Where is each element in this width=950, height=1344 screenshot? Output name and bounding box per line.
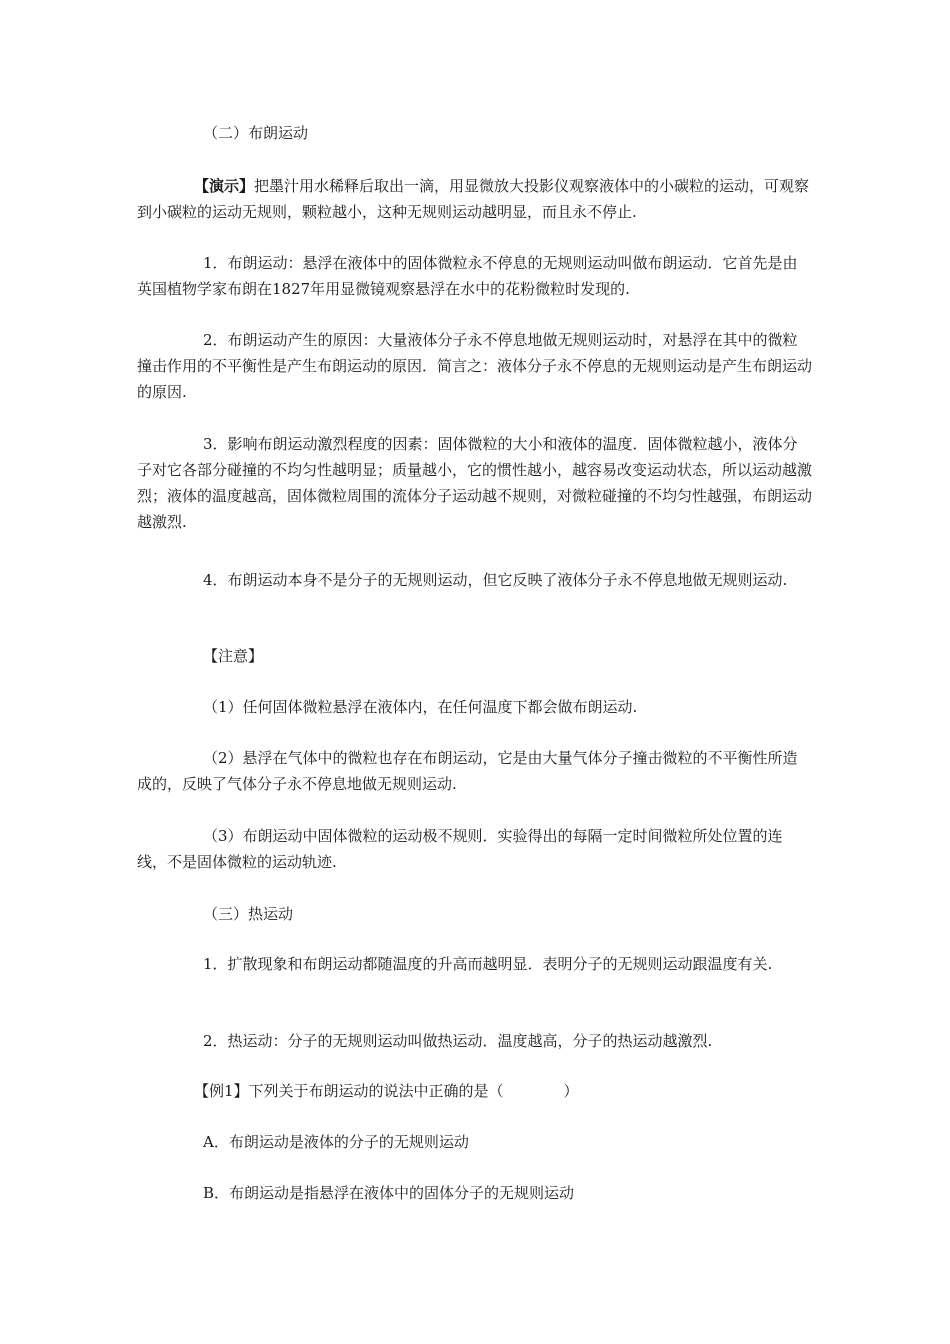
note-2: （2）悬浮在气体中的微粒也存在布朗运动，它是由大量气体分子撞击微粒的不平衡性所造成的，反映了气体分子永不停息地做无规则运动. xyxy=(137,749,798,793)
demo-label: 【演示】 xyxy=(194,177,255,195)
heat-point-1: 1．扩散现象和布朗运动都随温度的升高而越明显．表明分子的无规则运动跟温度有关. xyxy=(203,955,773,973)
example-label: 【例1】 xyxy=(194,1082,249,1100)
option-a: A．布朗运动是液体的分子的无规则运动 xyxy=(203,1133,469,1151)
note-label: 【注意】 xyxy=(203,647,264,665)
demo-text: 把墨汁用水稀释后取出一滴，用显微放大投影仪观察液体中的小碳粒的运动，可观察到小碳粒的运动无规则，颗粒越小，这种无规则运动越明显，而且永不停止. xyxy=(137,177,810,221)
option-b: B．布朗运动是指悬浮在液体中的固体分子的无规则运动 xyxy=(203,1184,575,1202)
heat-point-2: 2．热运动：分子的无规则运动叫做热运动．温度越高，分子的热运动越激烈. xyxy=(203,1032,713,1050)
section-heading-brownian: （二）布朗运动 xyxy=(203,124,309,142)
point-2: 2．布朗运动产生的原因：大量液体分子永不停息地做无规则运动时，对悬浮在其中的微粒撞击作用的不平衡性是产生布朗运动的原因．简言之：液体分子永不停息的无规则运动是产生布朗运动的原因. xyxy=(137,331,813,401)
point-1: 1．布朗运动：悬浮在液体中的固体微粒永不停息的无规则运动叫做布朗运动．它首先是由英国植物学家布朗在1827年用显微镜观察悬浮在水中的花粉微粒时发现的. xyxy=(137,254,798,298)
section-heading-heat: （三）热运动 xyxy=(203,905,294,923)
example-question xyxy=(137,1078,812,1104)
note-3: （3）布朗运动中固体微粒的运动极不规则．实验得出的每隔一定时间微粒所处位置的连线，不是固体微粒的运动轨迹. xyxy=(137,827,783,871)
point-3: 3．影响布朗运动激烈程度的因素：固体微粒的大小和液体的温度．固体微粒越小，液体分子对它各部分碰撞的不均匀性越明显；质量越小，它的惯性越小，越容易改变运动状态，所以运动越激烈；液体的温度越高，固体微粒周围的流体分子运动越不规则，对微粒碰撞的不均匀性越强，布朗运动越激烈. xyxy=(137,435,813,531)
example-question-text: 下列关于布朗运动的说法中正确的是（ ） xyxy=(248,1082,579,1100)
demo-paragraph xyxy=(137,173,812,225)
note-1: （1）任何固体微粒悬浮在液体内，在任何温度下都会做布朗运动. xyxy=(203,698,638,716)
point-4: 4．布朗运动本身不是分子的无规则运动，但它反映了液体分子永不停息地做无规则运动. xyxy=(203,571,788,589)
